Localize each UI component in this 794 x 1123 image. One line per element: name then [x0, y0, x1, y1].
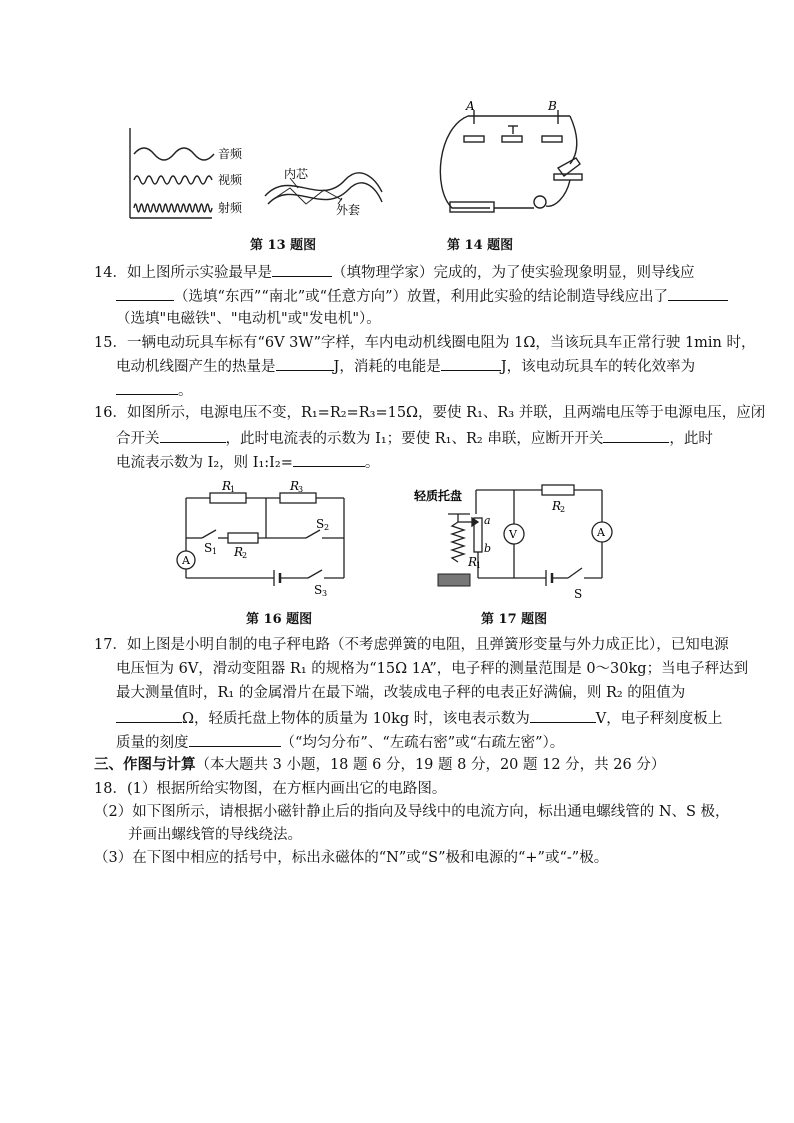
svg-text:S: S [314, 583, 323, 597]
fig13-label-rf: 射频 [218, 201, 243, 215]
q14-line3: （选填"电磁铁"、"电动机"或"发电机"）。 [116, 311, 381, 327]
fig14-wire-right [570, 116, 577, 164]
svg-text:A: A [597, 526, 605, 539]
figure-14 [430, 98, 590, 222]
fig13-label-core: 内芯 [284, 167, 309, 181]
fig14-label-b: B [548, 99, 557, 113]
fig13-rf-wave [134, 204, 212, 212]
fig13-video-wave [134, 176, 212, 184]
figure-13 [120, 118, 400, 226]
fig14-caption: 第 14 题图 [447, 238, 514, 253]
q16-line2: 合开关 ，此时电流表的示数为 I₁；要使 R₁、R₂ 串联，应断开开关 ，此时 [116, 428, 713, 448]
svg-text:轻质托盘: 轻质托盘 [414, 489, 463, 503]
figure-17 [412, 478, 624, 602]
q16-blank-1[interactable] [160, 428, 226, 443]
fig17-r2 [542, 485, 574, 495]
q15-line1: 15．一辆电动玩具车标有“6V 3W”字样，车内电动机线圈电阻为 1Ω，当该玩具车正常行驶 1min 时， [94, 335, 756, 351]
svg-text:b: b [484, 542, 492, 555]
fig16-r1 [210, 493, 246, 503]
svg-text:2: 2 [560, 505, 566, 514]
q17-blank-2[interactable] [530, 708, 596, 723]
svg-text:R: R [234, 545, 244, 559]
q17-line2: 电压恒为 6V，滑动变阻器 R₁ 的规格为“15Ω 1A”，电子秤的测量范围是 0～30kg；当电子秤达到 [116, 661, 749, 677]
fig14-compass-3 [542, 136, 562, 142]
svg-text:2: 2 [324, 523, 330, 532]
fig16-s1 [202, 530, 216, 538]
q14-line2: （选填“东西”“南北”或“任意方向”）放置，利用此实验的结论制造导线应出了 [116, 286, 728, 306]
fig13-label-audio: 音频 [218, 147, 243, 161]
fig14-compass-2 [502, 136, 522, 142]
fig14-label-a: A [466, 99, 475, 113]
svg-text:R: R [290, 479, 300, 493]
svg-text:3: 3 [298, 485, 304, 494]
fig17-switch [568, 568, 582, 578]
q15-line3: 。 [116, 380, 193, 400]
q15-line2: 电动机线圈产生的热量是 J，消耗的电能是 J，该电动玩具车的转化效率为 [116, 356, 695, 376]
svg-text:a: a [484, 514, 491, 527]
fig14-compass-1 [464, 136, 484, 142]
svg-text:V: V [509, 528, 517, 541]
fig17-spring [452, 522, 464, 562]
q17-blank-3[interactable] [189, 732, 281, 747]
svg-text:S: S [316, 517, 325, 531]
fig14-wire-left [440, 116, 490, 208]
svg-text:2: 2 [242, 551, 248, 560]
q16-line1: 16．如图所示，电源电压不变，R₁=R₂=R₃=15Ω，要使 R₁、R₃ 并联，且两端电压等于电源电压，应闭 [94, 405, 766, 421]
q16-blank-2[interactable] [603, 428, 669, 443]
fig14-battery [450, 202, 494, 212]
q17-line4: Ω，轻质托盘上物体的质量为 10kg 时，该电表示数为 V，电子秤刻度板上 [116, 708, 722, 728]
q14-blank-1[interactable] [272, 262, 332, 277]
svg-text:S: S [204, 541, 213, 555]
fig16-r2 [228, 533, 258, 543]
q18-part2-line2: 并画出螺线管的导线绕法。 [128, 827, 302, 843]
q16-blank-3[interactable] [293, 452, 365, 467]
fig16-s2 [306, 530, 320, 538]
figure-16 [170, 474, 360, 602]
q14-blank-3[interactable] [668, 286, 728, 301]
svg-text:1: 1 [230, 485, 236, 494]
svg-text:R: R [552, 499, 562, 513]
fig17-base [438, 574, 470, 586]
fig13-caption: 第 13 题图 [250, 238, 317, 253]
q15-blank-3[interactable] [116, 380, 178, 395]
q18-part2-line1: （2）如下图所示，请根据小磁针静止后的指向及导线中的电流方向，标出通电螺线管的 N、S 极， [94, 804, 730, 820]
q17-line3: 最大测量值时，R₁ 的金属滑片在最下端，改装成电子秤的电表正好满偏，则 R₂ 的阻值为 [116, 685, 686, 701]
svg-text:1: 1 [212, 547, 218, 556]
q17-blank-1[interactable] [116, 708, 182, 723]
svg-text:R: R [468, 555, 478, 569]
svg-text:R: R [222, 479, 232, 493]
q18-part3: （3）在下图中相应的括号中，标出永磁体的“N”或“S”极和电源的“+”或“-”极。 [94, 850, 609, 866]
svg-text:S: S [574, 587, 583, 601]
q14-blank-2[interactable] [116, 286, 174, 301]
q17-line1: 17．如上图是小明自制的电子秤电路（不考虑弹簧的电阻，且弹簧形变量与外力成正比），已知电源 [94, 637, 729, 653]
fig13-label-video: 视频 [218, 173, 243, 187]
svg-text:1: 1 [476, 561, 482, 570]
fig13-label-sheath: 外套 [336, 203, 361, 217]
fig16-s3 [308, 570, 322, 578]
svg-text:A: A [182, 554, 190, 567]
fig13-audio-wave [134, 148, 214, 160]
svg-text:3: 3 [322, 589, 328, 598]
q17-line5: 质量的刻度 （“均匀分布”、“左疏右密”或“右疏左密”）。 [116, 732, 564, 752]
section3-heading: 三、作图与计算（本大题共 3 小题，18 题 6 分，19 题 8 分，20 题 12 分，共 26 分） [94, 756, 666, 773]
fig16-r3 [280, 493, 316, 503]
q14-line1: 14．如上图所示实验最早是 （填物理学家）完成的，为了使实验现象明显，则导线应 [94, 262, 694, 282]
fig17-caption: 第 17 题图 [481, 612, 548, 627]
fig16-caption: 第 16 题图 [246, 612, 313, 627]
q15-blank-2[interactable] [441, 356, 501, 371]
q18-part1: 18．(1）根据所给实物图，在方框内画出它的电路图。 [94, 781, 447, 797]
q15-blank-1[interactable] [276, 356, 334, 371]
q16-line3: 电流表示数为 I₂，则 I₁:I₂= 。 [116, 452, 379, 472]
fig14-bulb [534, 196, 546, 208]
